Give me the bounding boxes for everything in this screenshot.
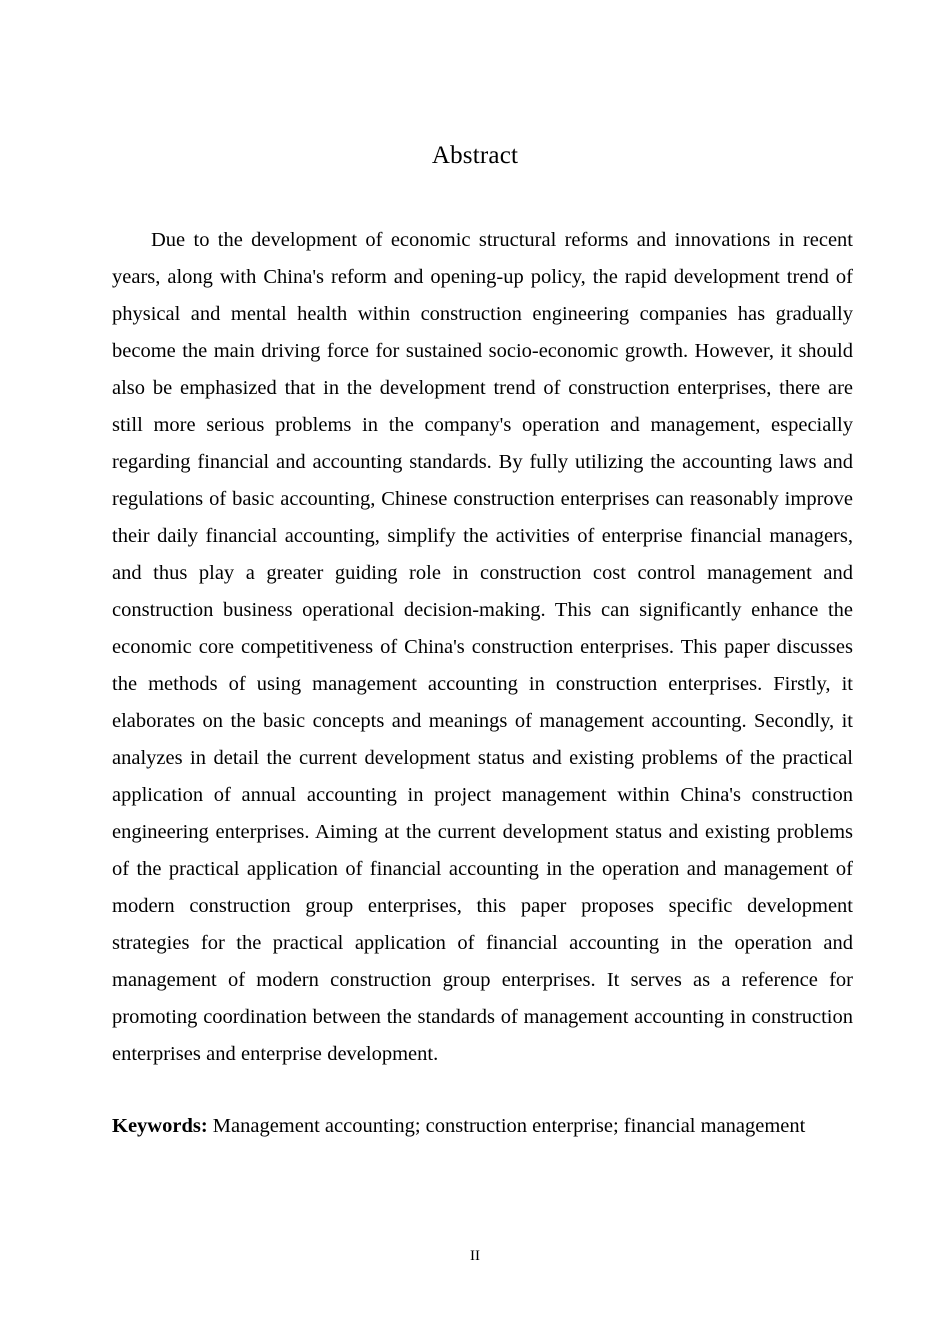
keywords-label: Keywords: <box>112 1115 208 1137</box>
page-title: Abstract <box>431 141 519 169</box>
abstract-body-paragraph: Due to the development of economic structural reforms and innovations in recent years, along with China's reform and opening-up policy, the rapid development trend of physical and mental health within construction engineering companies has gradually become the main driving force for sustained socio-economic growth. However, it should also be emphasized that in the development trend of construction enterprises, there are still more serious problems in the company's operation and management, especially regarding financial and accounting standards. By fully utilizing the accounting laws and regulations of basic accounting, Chinese construction enterprises can reasonably improve their daily financial accounting, simplify the activities of enterprise financial managers, and thus play a greater guiding role in construction cost control management and construction business operational decision-making. This can significantly enhance the economic core competitiveness of China's construction enterprises. This paper discusses the methods of using management accounting in construction enterprises. Firstly, it elaborates on the basic concepts and meanings of management accounting. Secondly, it analyzes in detail the current development status and existing problems of the practical application of annual accounting in project management within China's construction engineering enterprises. Aiming at the current development status and existing problems of the practical application of financial accounting in the operation and management of modern construction group enterprises, this paper proposes specific development strategies for the practical application of financial accounting in the operation and management of modern construction group enterprises. It serves as a reference for promoting coordination between the standards of management accounting in construction enterprises and enterprise development. <box>112 229 853 1065</box>
keywords-line <box>112 1073 853 1145</box>
keywords-value: Management accounting; construction enterprise; financial management <box>207 1115 806 1137</box>
page-number: II <box>470 1248 480 1264</box>
abstract-content <box>112 222 853 1145</box>
